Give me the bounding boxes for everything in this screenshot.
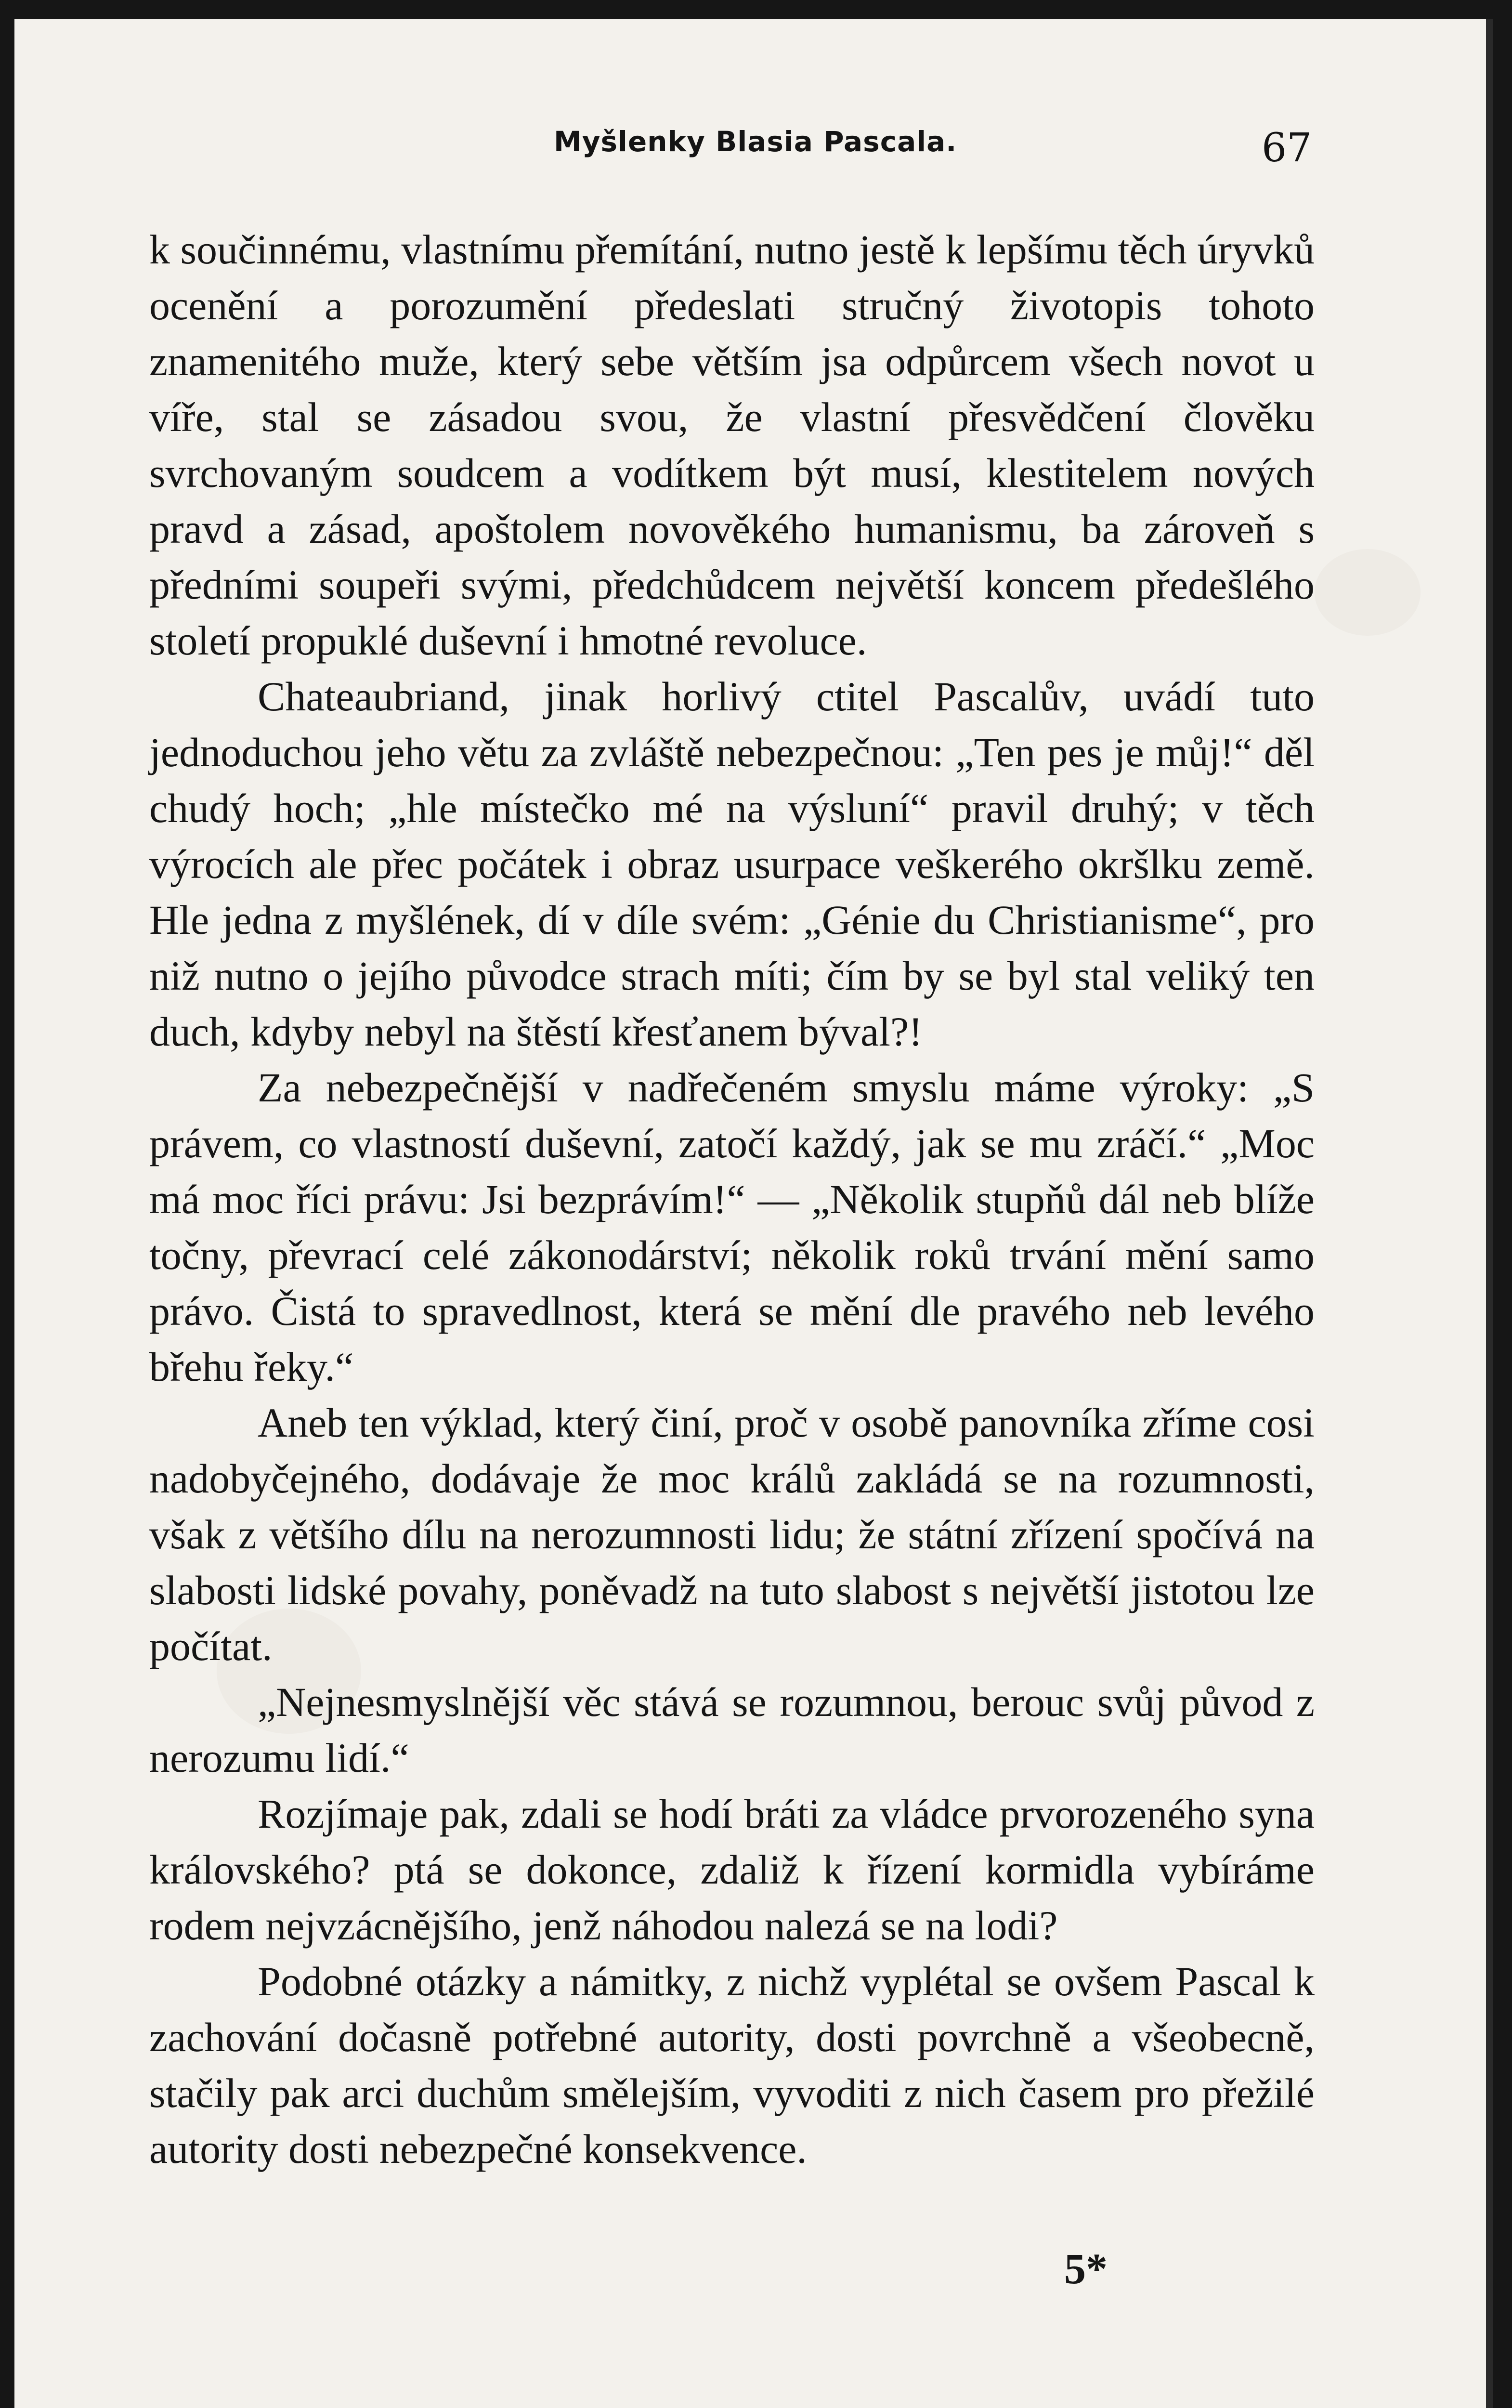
page-number: 67 <box>1262 125 1312 171</box>
paragraph: Podobné otázky a námitky, z nichž vyplétal se ovšem Pascal k zachování dočasně potřebné autority, dosti povrchně a všeobecně, stačily pak arci duchům smělejším, vyvoditi z nich časem pro přežilé autority dosti nebezpečné konsekvence. <box>149 1958 1315 2172</box>
running-head <box>14 116 1493 173</box>
paragraph: k součinnému, vlastnímu přemítání, nutno jestě k lepšímu těch úryvků ocenění a porozumění předeslati stručný životopis tohoto znamenitého muže, který sebe větším jsa odpůrcem všech novot u víře, stal se zásadou svou, že vlastní přesvědčení člověku svrchovaným soudcem a vodítkem být musí, klestitelem nových pravd a zásad, apoštolem novověkého humanismu, ba zároveň s předními soupeři svými, předchůdcem největší koncem předešlého století propuklé duševní i hmotné revoluce. <box>149 226 1315 664</box>
book-page <box>14 19 1493 2408</box>
paragraph: Za nebezpečnější v nadřečeném smyslu máme výroky: „S právem, co vlastností duševní, zatočí každý, jak se mu zráčí.“ „Moc má moc říci právu: Jsi bezprávím!“ — „Několik stupňů dál neb blíže točny, převrací celé zákonodárství; několik roků trvání mění samo právo. Čistá to spravedlnost, která se mění dle pravého neb levého břehu řeky.“ <box>149 1064 1315 1390</box>
paragraph: Chateaubriand, jinak horlivý ctitel Pascalův, uvádí tuto jednoduchou jeho větu za zvláště nebezpečnou: „Ten pes je můj!“ děl chudý hoch; „hle místečko mé na výsluní“ pravil druhý; v těch výrocích ale přec počátek i obraz usurpace veškerého okršlku země. Hle jedna z myšlének, dí v díle svém: „Génie du Christianisme“, pro niž nutno o jejího původce strach míti; čím by se byl stal veliký ten duch, kdyby nebyl na štěstí křesťanem býval?! <box>149 673 1315 1055</box>
paragraph: Rozjímaje pak, zdali se hodí bráti za vládce prvorozeného syna královského? ptá se dokonce, zdaliž k řízení kormidla vybíráme rodem nejvzácnějšího, jenž náhodou nalezá se na lodi? <box>149 1791 1315 1949</box>
paragraph: Aneb ten výklad, který činí, proč v osobě panovníka zříme cosi nadobyčejného, dodávaje že moc králů zakládá se na rozumnosti, však z většího dílu na nerozumnosti lidu; že státní zřízení spočívá na slabosti lidské povahy, poněvadž na tuto slabost s největší jistotou lze počítat. <box>149 1400 1315 1669</box>
running-title: Myšlenky Blasia Pascala. <box>554 125 957 158</box>
paragraph: „Nejnesmyslnější věc stává se rozumnou, berouc svůj původ z nerozumu lidí.“ <box>149 1679 1315 1781</box>
signature-mark: 5* <box>1064 2245 1108 2293</box>
body-text <box>149 222 1315 2177</box>
paper-stain <box>1315 549 1421 636</box>
